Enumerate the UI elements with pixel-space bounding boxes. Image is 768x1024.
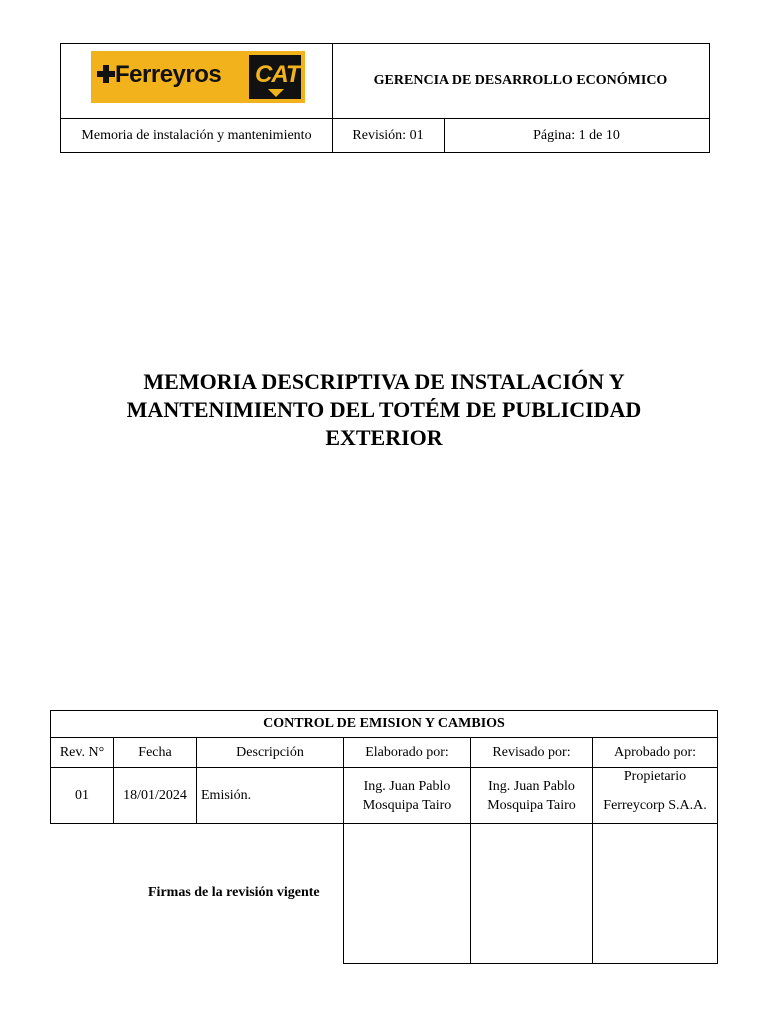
row-description: Emisión. [196, 767, 344, 824]
title-line: MEMORIA DESCRIPTIVA DE INSTALACIÓN Y [143, 369, 625, 394]
logo-brand-text: Ferreyros [115, 61, 222, 88]
col-header-approved: Aprobado por: [592, 737, 718, 768]
plus-icon-v [103, 65, 109, 83]
col-header-rev: Rev. N° [50, 737, 114, 768]
signature-box-prepared [343, 823, 471, 964]
ferreyros-cat-logo [91, 51, 305, 103]
header-row-1 [61, 44, 709, 119]
department-title: GERENCIA DE DESARROLLO ECONÓMICO [373, 73, 668, 88]
title-line: EXTERIOR [325, 425, 443, 450]
control-table-heading: CONTROL DE EMISION Y CAMBIOS [50, 710, 718, 738]
row-prepared-by [343, 767, 471, 824]
document-title [60, 368, 708, 452]
control-table [50, 710, 718, 964]
revision-label: Revisión: 01 [332, 118, 445, 153]
approved-by-line: Ferreycorp S.A.A. [603, 798, 707, 813]
reviewed-by-line: Mosquipa Tairo [487, 797, 576, 813]
prepared-by-line: Ing. Juan Pablo [363, 778, 451, 794]
signature-box-approved [592, 823, 718, 964]
row-date: 18/01/2024 [113, 767, 197, 824]
col-header-date: Fecha [113, 737, 197, 768]
signature-box-reviewed [470, 823, 593, 964]
cat-badge-text: CAT [255, 61, 300, 88]
document-name: Memoria de instalación y mantenimiento [61, 118, 333, 153]
title-line: MANTENIMIENTO DEL TOTÉM DE PUBLICIDAD [126, 397, 642, 422]
col-header-description: Descripción [196, 737, 344, 768]
page-number: Página: 1 de 10 [533, 127, 620, 143]
signatures-label: Firmas de la revisión vigente [148, 885, 320, 900]
col-header-reviewed: Revisado por: [470, 737, 593, 768]
document-header [60, 43, 710, 153]
logo-cell [61, 44, 333, 118]
col-header-prepared: Elaborado por: [343, 737, 471, 768]
approved-by-line: Propietario [623, 769, 687, 784]
row-approved-by [592, 767, 718, 824]
prepared-by-line: Mosquipa Tairo [362, 797, 452, 813]
header-row-2 [61, 118, 709, 153]
row-rev: 01 [50, 767, 114, 824]
cat-triangle-icon [268, 89, 284, 97]
reviewed-by-line: Ing. Juan Pablo [488, 778, 575, 794]
cat-badge [249, 55, 301, 99]
row-reviewed-by [470, 767, 593, 824]
